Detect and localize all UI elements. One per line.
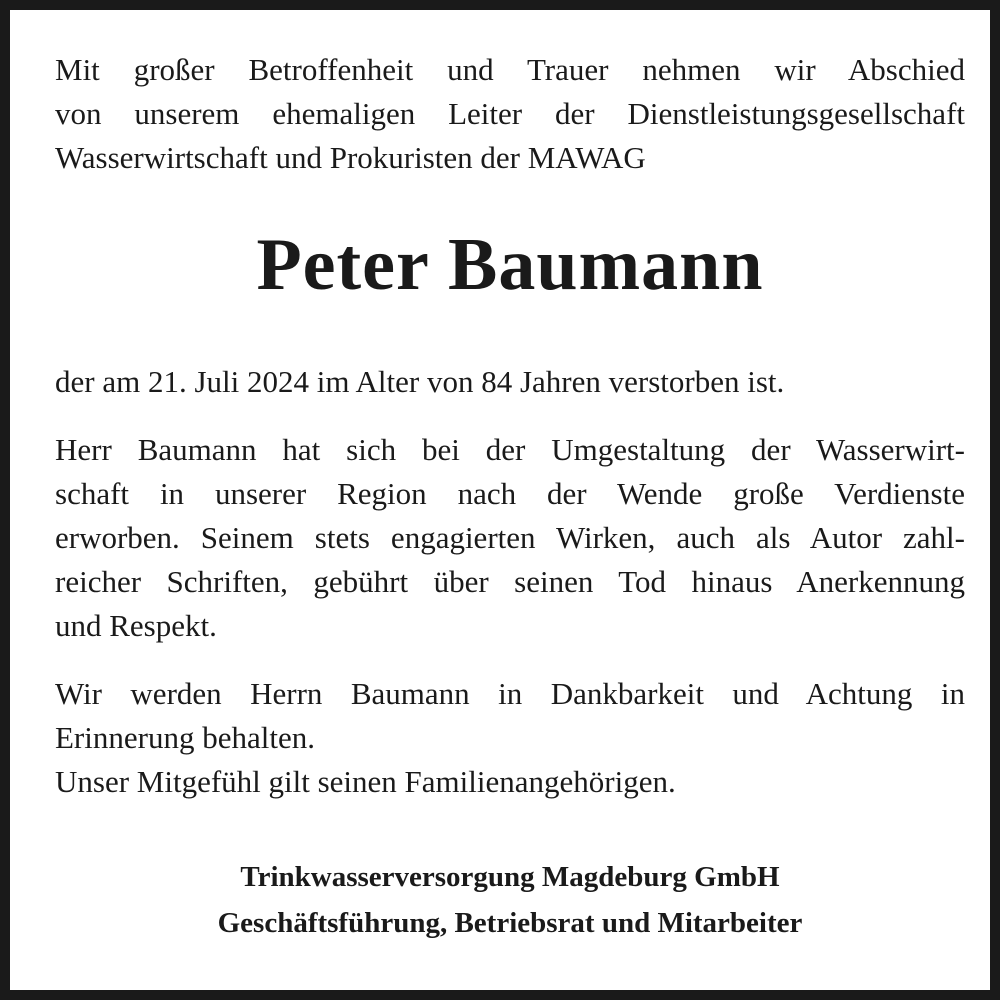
intro-paragraph xyxy=(55,48,965,180)
merit-line: und Respekt. xyxy=(55,608,217,643)
intro-line: von unserem ehemaligen Leiter der Dienstleistungsgesellschaft xyxy=(55,96,965,131)
signature-block xyxy=(55,854,965,946)
memory-line: Erinnerung behalten. xyxy=(55,720,315,755)
merit-line: schaft in unserer Region nach der Wende große Verdienste xyxy=(55,476,965,511)
memory-paragraph xyxy=(55,672,965,804)
death-notice-line: der am 21. Juli 2024 im Alter von 84 Jahren verstorben ist. xyxy=(55,364,785,399)
deceased-name: Peter Baumann xyxy=(256,224,764,306)
merit-paragraph xyxy=(55,428,965,648)
merit-line: Herr Baumann hat sich bei der Umgestaltung der Wasserwirt- xyxy=(55,432,965,467)
signature-group: Geschäftsführung, Betriebsrat und Mitarbeiter xyxy=(217,907,803,939)
signature-company: Trinkwasserversorgung Magdeburg GmbH xyxy=(240,861,780,893)
intro-line: Wasserwirtschaft und Prokuristen der MAWAG xyxy=(55,140,646,175)
death-notice xyxy=(55,360,965,404)
intro-line: Mit großer Betroffenheit und Trauer nehmen wir Abschied xyxy=(55,52,965,87)
condolence-line: Unser Mitgefühl gilt seinen Familienangehörigen. xyxy=(55,764,676,799)
memory-line: Wir werden Herrn Baumann in Dankbarkeit und Achtung in xyxy=(55,676,965,711)
merit-line: reicher Schriften, gebührt über seinen Tod hinaus Anerkennung xyxy=(55,564,965,599)
obituary-content xyxy=(55,48,965,946)
merit-line: erworben. Seinem stets engagierten Wirken, auch als Autor zahl- xyxy=(55,520,965,555)
